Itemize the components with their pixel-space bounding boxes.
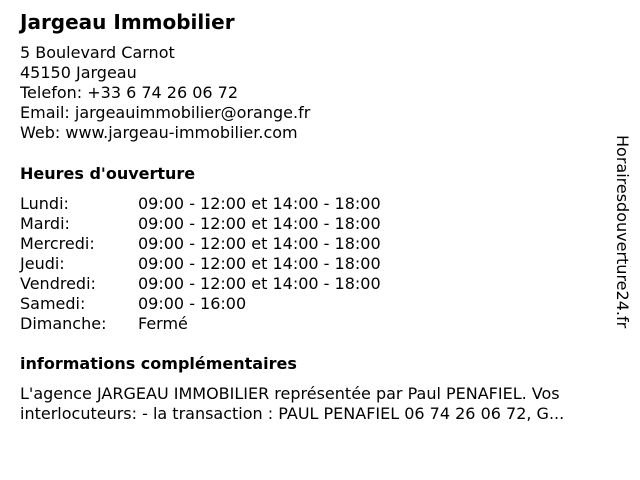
additional-info-line: L'agence JARGEAU IMMOBILIER représentée par Paul PENAFIEL. Vos bbox=[20, 384, 560, 403]
opening-hours-table bbox=[20, 194, 381, 334]
hours-row-saturday bbox=[20, 294, 381, 314]
business-name: Jargeau Immobilier bbox=[20, 10, 235, 34]
site-watermark: Horairesdouverture24.fr bbox=[613, 135, 632, 329]
hours-day-label: Mardi: bbox=[20, 214, 70, 233]
hours-day-label: Vendredi: bbox=[20, 274, 96, 293]
hours-row-sunday bbox=[20, 314, 381, 334]
hours-day-label: Samedi: bbox=[20, 294, 86, 313]
email-address: Email: jargeauimmobilier@orange.fr bbox=[20, 103, 311, 122]
street-address: 5 Boulevard Carnot bbox=[20, 43, 175, 62]
hours-row-tuesday bbox=[20, 214, 381, 234]
hours-day-label: Dimanche: bbox=[20, 314, 107, 333]
phone-number: Telefon: +33 6 74 26 06 72 bbox=[20, 83, 239, 102]
hours-row-thursday bbox=[20, 254, 381, 274]
hours-time-value: 09:00 - 12:00 et 14:00 - 18:00 bbox=[138, 234, 381, 253]
hours-row-friday bbox=[20, 274, 381, 294]
hours-time-value: 09:00 - 16:00 bbox=[138, 294, 247, 313]
additional-info-text bbox=[20, 384, 625, 424]
website: Web: www.jargeau-immobilier.com bbox=[20, 123, 298, 142]
hours-day-label: Jeudi: bbox=[20, 254, 65, 273]
contact-block bbox=[20, 43, 310, 143]
opening-hours-heading: Heures d'ouverture bbox=[20, 164, 196, 183]
hours-day-label: Mercredi: bbox=[20, 234, 95, 253]
hours-time-value: Fermé bbox=[138, 314, 188, 333]
hours-row-wednesday bbox=[20, 234, 381, 254]
hours-time-value: 09:00 - 12:00 et 14:00 - 18:00 bbox=[138, 254, 381, 273]
additional-info-heading: informations complémentaires bbox=[20, 354, 297, 373]
additional-info-line: interlocuteurs: - la transaction : PAUL PENAFIEL 06 74 26 06 72, G... bbox=[20, 404, 565, 423]
hours-time-value: 09:00 - 12:00 et 14:00 - 18:00 bbox=[138, 194, 381, 213]
hours-day-label: Lundi: bbox=[20, 194, 69, 213]
hours-time-value: 09:00 - 12:00 et 14:00 - 18:00 bbox=[138, 274, 381, 293]
hours-row-monday bbox=[20, 194, 381, 214]
city-postal: 45150 Jargeau bbox=[20, 63, 137, 82]
hours-time-value: 09:00 - 12:00 et 14:00 - 18:00 bbox=[138, 214, 381, 233]
